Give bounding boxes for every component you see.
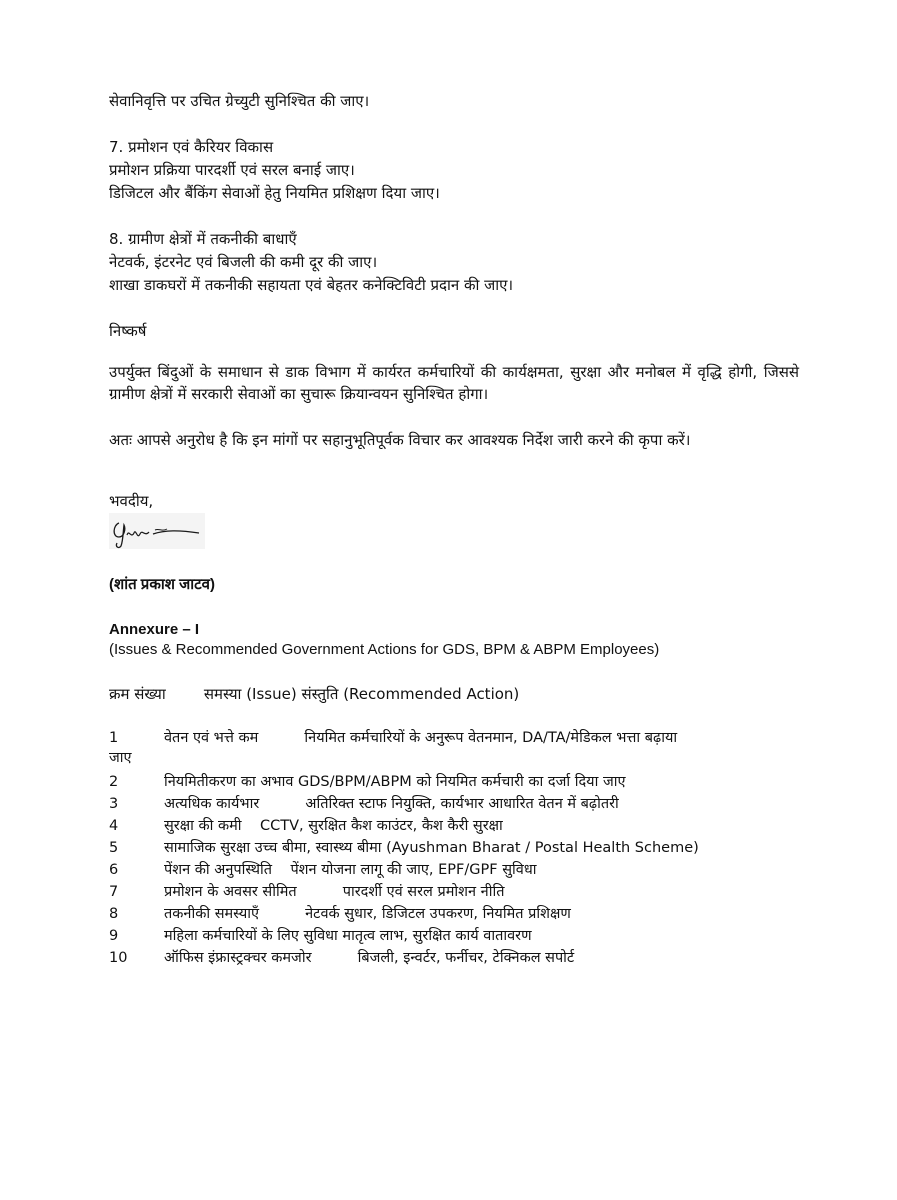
row-text: नियमितीकरण का अभाव GDS/BPM/ABPM को नियमित कर्मचारी का दर्जा दिया जाए <box>164 774 626 790</box>
row-text: अत्यधिक कार्यभार अतिरिक्त स्टाफ नियुक्ति, कार्यभार आधारित वेतन में बढ़ोतरी <box>164 796 619 812</box>
annexure-table-header: क्रम संख्या समस्या (Issue) संस्तुति (Recommended Action) <box>109 685 520 703</box>
section-8-line-2: शाखा डाकघरों में तकनीकी सहायता एवं बेहतर कनेक्टिविटी प्रदान की जाए। <box>109 276 514 294</box>
row-text: सुरक्षा की कमी CCTV, सुरक्षित कैश काउंटर, कैश कैरी सुरक्षा <box>164 818 503 834</box>
row-number: 1 <box>109 730 119 746</box>
row-text: पेंशन की अनुपस्थिति पेंशन योजना लागू की जाए, EPF/GPF सुविधा <box>164 862 537 878</box>
conclusion-paragraph: उपर्युक्त बिंदुओं के समाधान से डाक विभाग में कार्यरत कर्मचारियों की कार्यक्षमता, सुरक्षा और मनोबल में वृद्धि होगी, जिससे ग्रामीण क्षेत्रों में सरकारी सेवाओं का सुचारू क्रियान्वयन सुनिश्चित होगा। <box>109 363 799 403</box>
gratuity-line: सेवानिवृत्ति पर उचित ग्रेच्युटी सुनिश्चित की जाए। <box>109 92 370 110</box>
section-8-heading: 8. ग्रामीण क्षेत्रों में तकनीकी बाधाएँ <box>109 230 297 248</box>
row-continuation: जाए <box>109 750 132 766</box>
row-number: 7 <box>109 884 119 900</box>
row-text: महिला कर्मचारियों के लिए सुविधा मातृत्व लाभ, सुरक्षित कार्य वातावरण <box>164 928 532 944</box>
signature-image <box>109 513 205 549</box>
closing-salutation: भवदीय, <box>109 492 154 510</box>
section-7-line-1: प्रमोशन प्रक्रिया पारदर्शी एवं सरल बनाई जाए। <box>109 161 355 179</box>
row-text: सामाजिक सुरक्षा उच्च बीमा, स्वास्थ्य बीमा (Ayushman Bharat / Postal Health Scheme) <box>164 840 699 856</box>
row-number: 9 <box>109 928 119 944</box>
row-number: 3 <box>109 796 119 812</box>
row-number: 4 <box>109 818 119 834</box>
row-number: 8 <box>109 906 119 922</box>
signatory-name: (शांत प्रकाश जाटव) <box>109 576 216 593</box>
section-8-line-1: नेटवर्क, इंटरनेट एवं बिजली की कमी दूर की जाए। <box>109 253 378 271</box>
section-7-line-2: डिजिटल और बैंकिंग सेवाओं हेतु नियमित प्रशिक्षण दिया जाए। <box>109 184 440 202</box>
row-number: 10 <box>109 950 128 966</box>
annexure-subtitle: (Issues & Recommended Government Actions for GDS, BPM & ABPM Employees) <box>109 641 660 658</box>
annexure-title: Annexure – I <box>109 621 200 638</box>
row-text: तकनीकी समस्याएँ नेटवर्क सुधार, डिजिटल उपकरण, नियमित प्रशिक्षण <box>164 906 571 922</box>
row-text: ऑफिस इंफ्रास्ट्रक्चर कमजोर बिजली, इन्वर्टर, फर्नीचर, टेक्निकल सपोर्ट <box>164 950 575 966</box>
row-number: 6 <box>109 862 119 878</box>
row-number: 2 <box>109 774 119 790</box>
request-paragraph: अतः आपसे अनुरोध है कि इन मांगों पर सहानुभूतिपूर्वक विचार कर आवश्यक निर्देश जारी करने की कृपा करें। <box>109 431 691 449</box>
section-7-heading: 7. प्रमोशन एवं कैरियर विकास <box>109 138 274 156</box>
row-text: वेतन एवं भत्ते कम नियमित कर्मचारियों के अनुरूप वेतनमान, DA/TA/मेडिकल भत्ता बढ़ाया <box>164 730 678 746</box>
row-number: 5 <box>109 840 119 856</box>
row-text: प्रमोशन के अवसर सीमित पारदर्शी एवं सरल प्रमोशन नीति <box>164 884 505 900</box>
conclusion-heading: निष्कर्ष <box>109 322 147 340</box>
